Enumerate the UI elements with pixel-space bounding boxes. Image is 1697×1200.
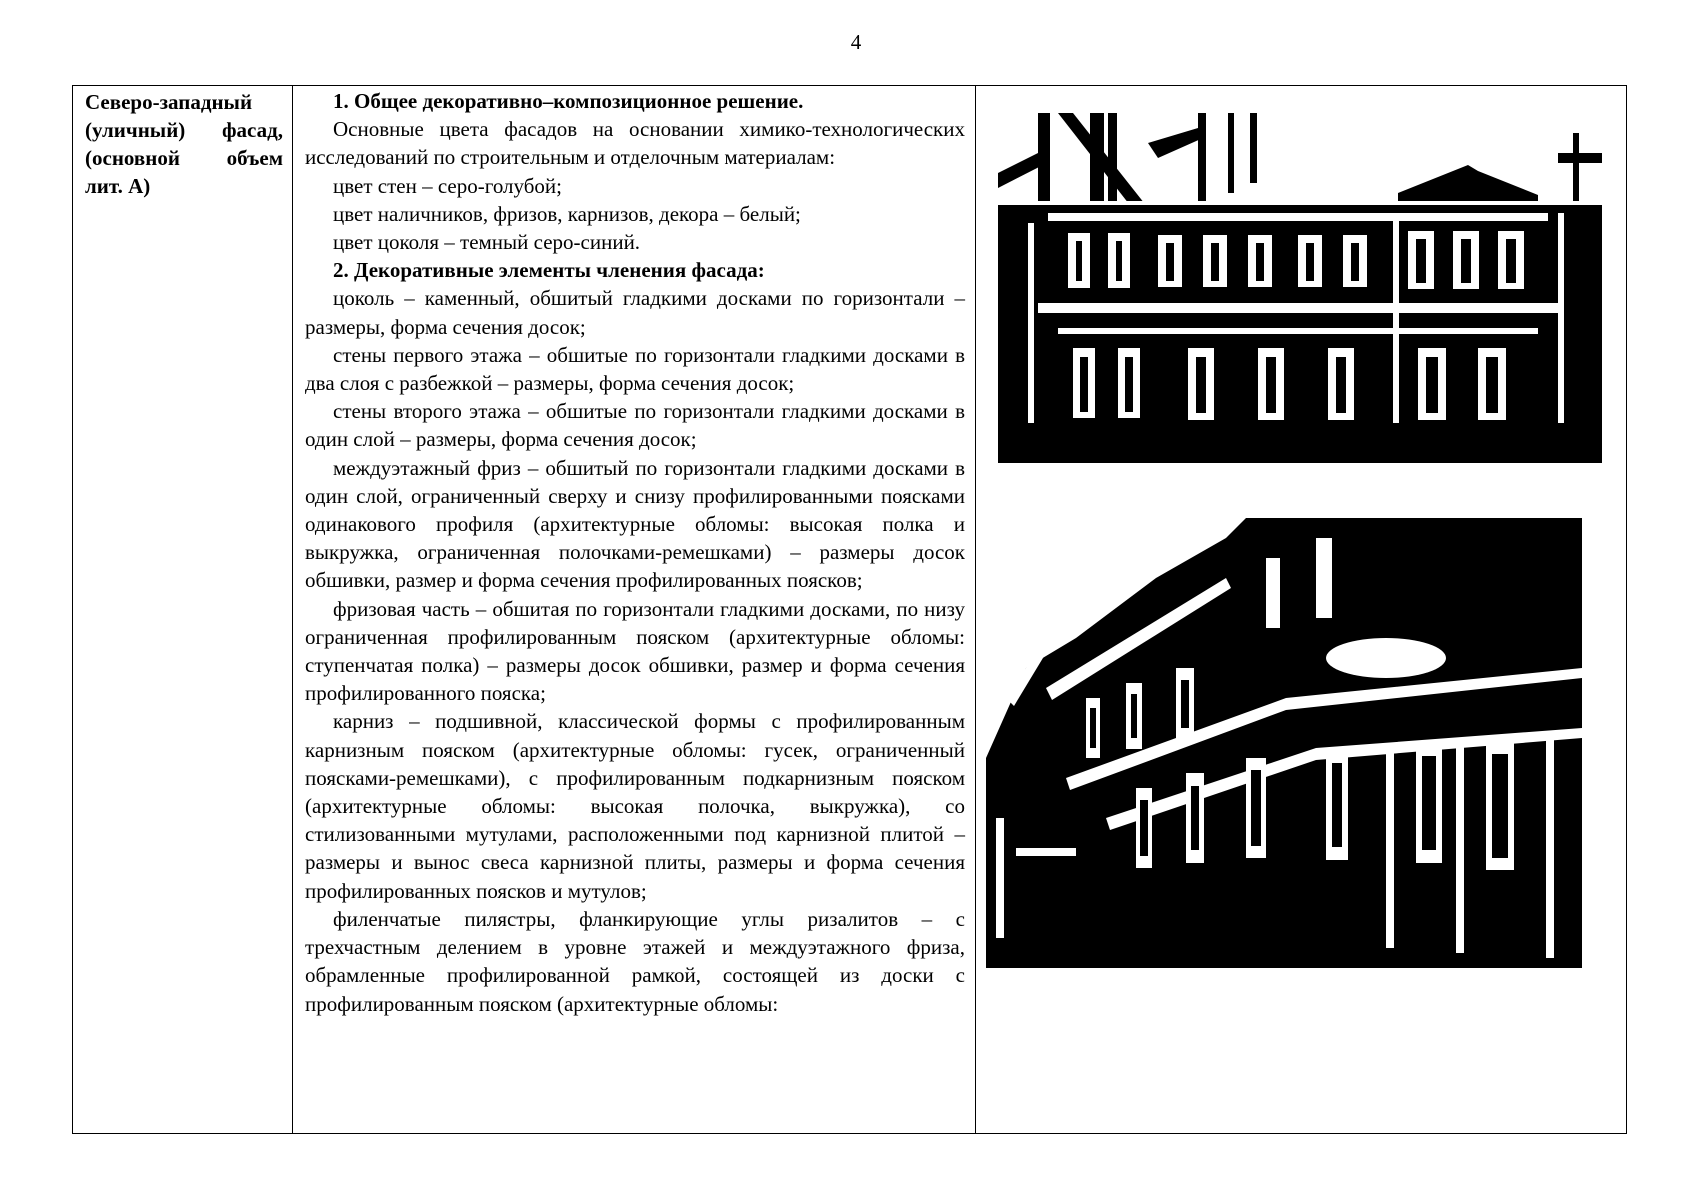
facade-perspective-photo xyxy=(986,518,1582,968)
color-plinth: цвет цоколя – темный серо-синий. xyxy=(333,230,641,255)
plinth-description: цоколь – каменный, обшитый гладкими досками по горизонтали – размеры, форма сечения досок; xyxy=(305,286,965,339)
walls-second-floor-description: стены второго этажа – обшитые по горизонтали гладкими досками в один слой – размеры, форма сечения досок; xyxy=(305,399,965,452)
section-heading-1: 1. Общее декоративно–композиционное решение. xyxy=(333,89,804,113)
walls-first-floor-description: стены первого этажа – обшитые по горизонтали гладкими досками в два слоя с разбежкой – размеры, форма сечения досок; xyxy=(305,342,965,396)
pilasters-description: филенчатые пилястры, фланкирующие углы ризалитов – с трехчастным делением в уровне этажей и междуэтажного фриза, обрамленные профилированной рамкой, состоящей из доски с профилированным пояском (архитектурные обломы: xyxy=(305,906,965,1016)
facade-title-line: (основной объем xyxy=(85,146,283,170)
colors-intro: Основные цвета фасадов на основании химико-технологических исследований по строительным и отделочным материалам: xyxy=(305,117,965,170)
color-trim: цвет наличников, фризов, карнизов, декора – белый; xyxy=(333,201,801,226)
facade-title xyxy=(73,86,292,200)
facade-title-line: (уличный) фасад, xyxy=(85,118,283,142)
description-cell xyxy=(293,86,976,1134)
interfloor-frieze-description: междуэтажный фриз – обшитый по горизонтали гладкими досками в один слой, ограниченный сверху и снизу профилированными поясками одинакового профиля (архитектурные обломы: высокая полка и выкружка, ограниченная полочками-ремешками) – размеры досок обшивки, размер и форма сечения профилированных поясков; xyxy=(305,455,965,593)
color-walls: цвет стен – серо-голубой; xyxy=(333,173,563,198)
facade-name-cell xyxy=(73,86,293,1134)
section-heading-2: 2. Декоративные элементы членения фасада: xyxy=(333,258,765,283)
frieze-part-description: фризовая часть – обшитая по горизонтали гладкими досками, по низу ограниченная профилированным пояском (архитектурные обломы: ступенчатая полка) – размеры досок обшивки, размер и форма сечения профилированного пояска; xyxy=(305,596,965,706)
cornice-description: карниз – подшивной, классической формы с профилированным карнизным пояском (архитектурные обломы: гусек, ограниченный поясками-ремешками), с профилированным подкарнизным пояском (архитектурные обломы: высокая полочка, выкружка), со стилизованными мутулами, расположенными под карнизной плитой – размеры и вынос свеса карнизной плиты, размеры и форма сечения профилированных поясков и мутулов; xyxy=(305,709,965,903)
description-text xyxy=(293,86,975,1018)
facade-title-line: лит. А) xyxy=(85,174,151,198)
facade-front-photo xyxy=(998,113,1602,463)
page-number: 4 xyxy=(850,30,862,54)
facade-title-line: Северо-западный xyxy=(85,90,253,114)
